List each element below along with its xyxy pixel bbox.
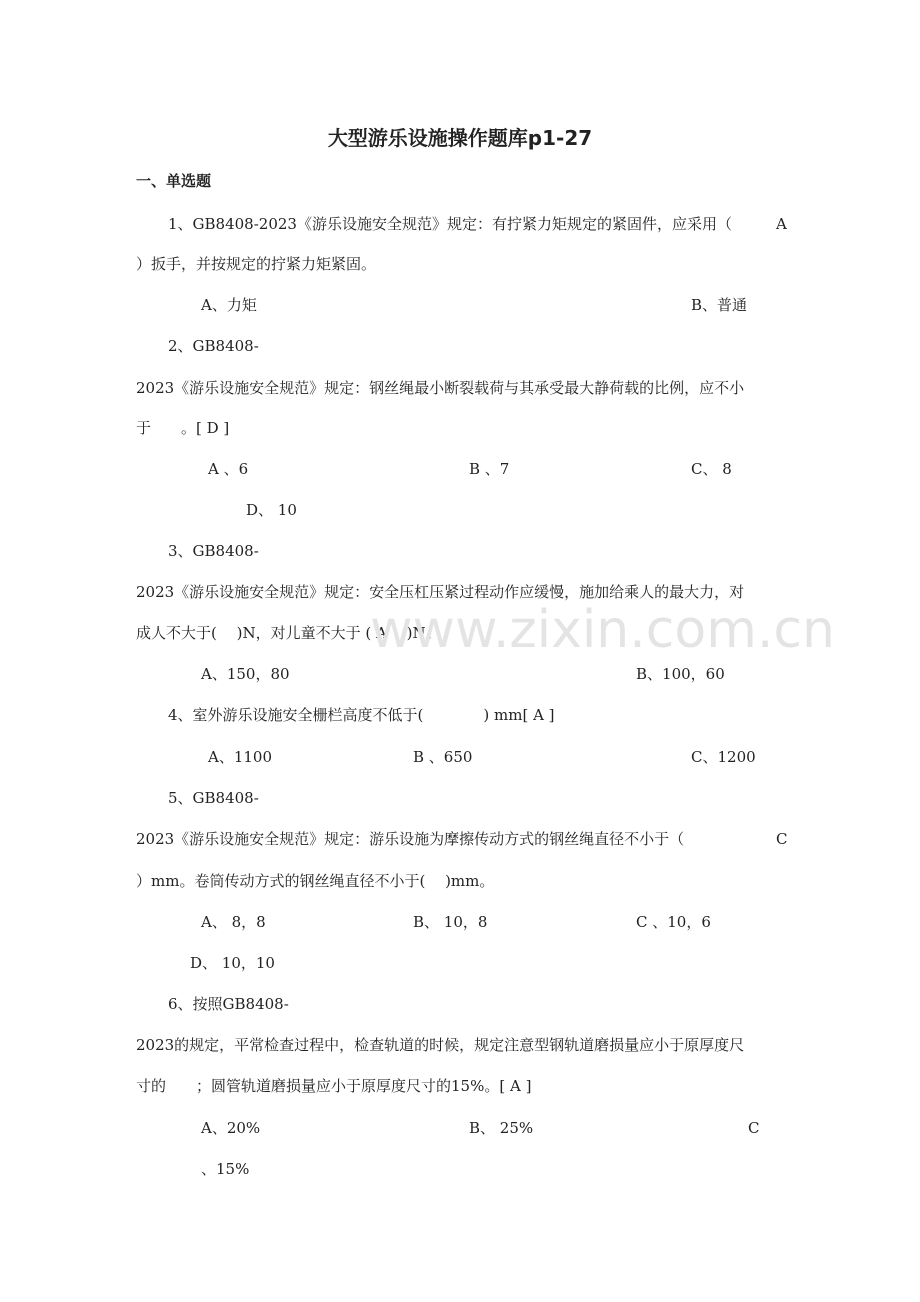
document-title: 大型游乐设施操作题库p1-27	[327, 126, 593, 150]
question-5-line-2: 2023《游乐设施安全规范》规定：游乐设施为摩擦传动方式的钢丝绳直径不小于（	[136, 830, 685, 848]
question-2-line-1: 2、GB8408-	[168, 337, 259, 355]
question-6-option-c-letter: C	[748, 1119, 760, 1137]
question-2-line-3: 于 。[ D ]	[136, 419, 230, 437]
question-5-option-c: C 、10，6	[636, 913, 711, 931]
question-3-line-2: 2023《游乐设施安全规范》规定：安全压杠压紧过程动作应缓慢，施加给乘人的最大力，对	[136, 583, 745, 601]
question-5-line-3: ）mm。卷筒传动方式的钢丝绳直径不小于( )mm。	[136, 872, 495, 890]
question-2-option-d: D、 10	[246, 501, 297, 519]
question-5-option-b: B、 10，8	[413, 913, 488, 931]
question-2-option-c: C、 8	[691, 460, 732, 478]
watermark: www.zixin.com.cn	[370, 600, 835, 660]
question-1-option-b: B、普通	[691, 296, 748, 314]
question-6-option-c-value: 、15%	[201, 1160, 250, 1178]
question-6-option-a: A、20%	[201, 1119, 261, 1137]
question-2-line-2: 2023《游乐设施安全规范》规定：钢丝绳最小断裂载荷与其承受最大静荷载的比例，应不小	[136, 379, 745, 397]
question-5-line-1: 5、GB8408-	[168, 789, 259, 807]
question-3-line-1: 3、GB8408-	[168, 542, 259, 560]
question-2-option-a: A 、6	[208, 460, 249, 478]
question-1-line-2: ）扳手，并按规定的拧紧力矩紧固。	[136, 255, 377, 273]
question-5-option-d: D、 10，10	[190, 954, 275, 972]
question-3-line-3: 成人不大于( )N，对儿童不大于 ( A )N。	[136, 624, 441, 642]
question-4-option-c: C、1200	[691, 748, 756, 766]
question-3-option-b: B、100，60	[636, 665, 725, 683]
question-4-line-1: 4、室外游乐设施安全栅栏高度不低于( ) mm[ A ]	[168, 706, 555, 724]
question-6-line-3: 寸的 ；圆管轨道磨损量应小于原厚度尺寸的15%。[ A ]	[136, 1077, 532, 1095]
question-6-line-2: 2023的规定，平常检查过程中，检查轨道的时候，规定注意型钢轨道磨损量应小于原厚度尺	[136, 1036, 745, 1054]
question-4-option-a: A、1100	[208, 748, 273, 766]
question-2-option-b: B 、7	[469, 460, 510, 478]
question-1-answer: A	[776, 215, 787, 233]
question-4-option-b: B 、650	[413, 748, 473, 766]
question-5-answer: C	[776, 830, 788, 848]
question-1-option-a: A、力矩	[201, 296, 257, 314]
question-1-line-1: 1、GB8408-2023《游乐设施安全规范》规定：有拧紧力矩规定的紧固件，应采用（	[168, 215, 732, 233]
section-heading: 一、单选题	[136, 172, 212, 190]
question-6-line-1: 6、按照GB8408-	[168, 995, 289, 1013]
question-5-option-a: A、 8，8	[201, 913, 266, 931]
question-3-option-a: A、150，80	[201, 665, 290, 683]
question-6-option-b: B、 25%	[469, 1119, 534, 1137]
